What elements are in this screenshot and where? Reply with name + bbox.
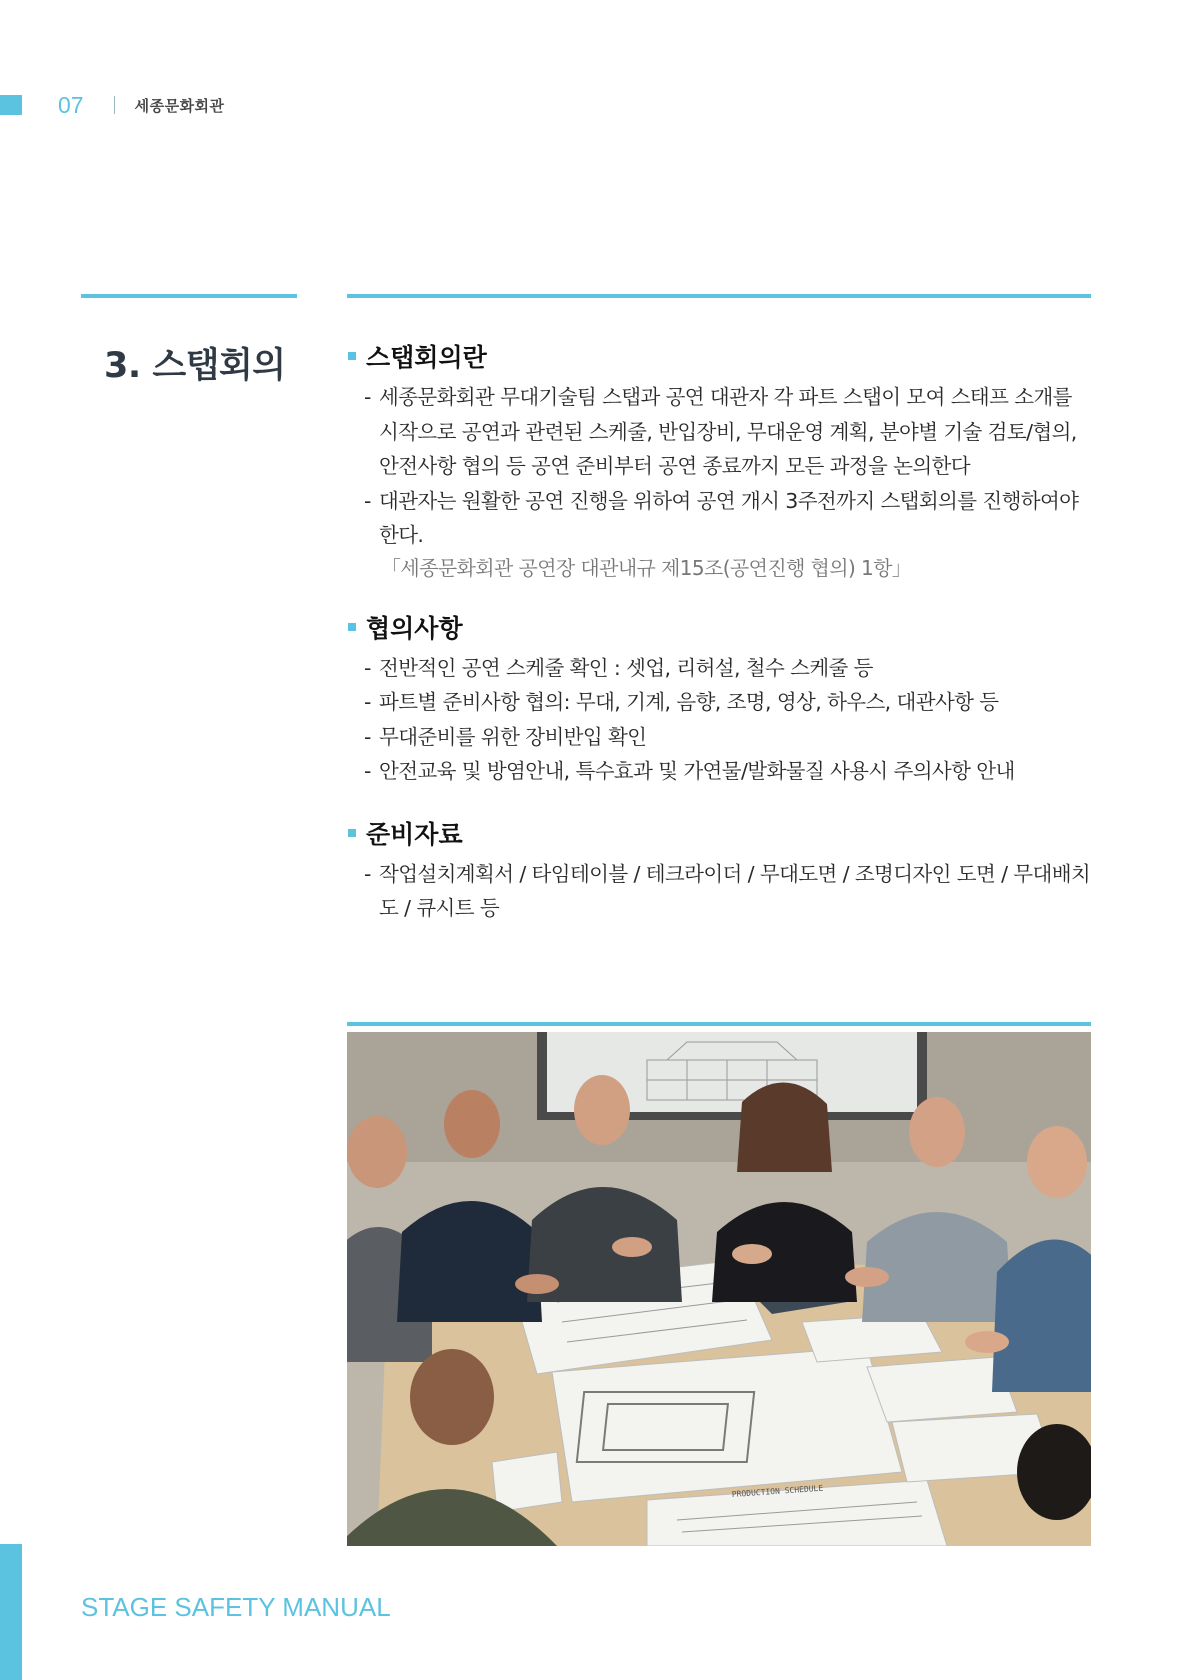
subsection-heading-text: 준비자료 <box>366 819 463 849</box>
content-rule <box>347 294 1091 298</box>
item-list <box>347 651 1091 789</box>
list-item: - 무대준비를 위한 장비반입 확인 <box>364 720 1091 755</box>
list-item: - 세종문화회관 무대기술팀 스탭과 공연 대관자 각 파트 스탭이 모여 스태프 소개를 시작으로 공연과 관련된 스케줄, 반입장비, 무대운영 계획, 분야별 기술 검토/협의, 안전사항 협의 등 공연 준비부터 공연 종료까지 모든 과정을 논의한다 <box>364 380 1091 484</box>
page-number: 07 <box>58 91 84 118</box>
staff-meeting-photo <box>347 1032 1091 1546</box>
header-divider <box>114 96 115 114</box>
regulation-citation: 「세종문화회관 공연장 대관내규 제15조(공연진행 협의) 1항」 <box>381 555 912 580</box>
list-item: - 대관자는 원활한 공연 진행을 위하여 공연 개시 3주전까지 스탭회의를 진행하여야 한다. <box>364 484 1091 553</box>
page-header <box>58 92 225 118</box>
square-bullet-icon <box>348 829 356 837</box>
accent-block-bottom <box>0 1544 22 1680</box>
item-list <box>347 857 1091 926</box>
square-bullet-icon <box>348 352 356 360</box>
production-schedule-label: PRODUCTION SCHEDULE <box>731 1483 824 1499</box>
list-item: - 안전교육 및 방염안내, 특수효과 및 가연물/발화물질 사용시 주의사항 안내 <box>364 754 1091 789</box>
content-column <box>347 338 1091 948</box>
footer-manual-title: STAGE SAFETY MANUAL <box>81 1592 391 1622</box>
subsection-heading <box>347 338 1091 374</box>
sejong-logo: 세종문화회관 <box>134 96 225 115</box>
section-title: 3. 스탭회의 <box>104 346 286 386</box>
square-bullet-icon <box>348 623 356 631</box>
list-item: - 작업설치계획서 / 타임테이블 / 테크라이더 / 무대도면 / 조명디자인 도면 / 무대배치도 / 큐시트 등 <box>364 857 1091 926</box>
subsection-heading <box>347 815 1091 851</box>
item-list <box>347 380 1091 553</box>
accent-block-top <box>0 95 22 115</box>
subsection-staff-meeting <box>347 338 1091 583</box>
subsection-heading <box>347 609 1091 645</box>
photo-rule <box>347 1022 1091 1026</box>
subsection-heading-text: 협의사항 <box>366 613 463 643</box>
subsection-materials <box>347 815 1091 926</box>
subsection-heading-text: 스탭회의란 <box>366 343 487 372</box>
list-item: - 파트별 준비사항 협의: 무대, 기계, 음향, 조명, 영상, 하우스, 대관사항 등 <box>364 685 1091 720</box>
list-item: - 전반적인 공연 스케줄 확인 : 셋업, 리허설, 철수 스케줄 등 <box>364 651 1091 686</box>
subsection-agenda <box>347 609 1091 789</box>
section-title-rule <box>81 294 297 298</box>
